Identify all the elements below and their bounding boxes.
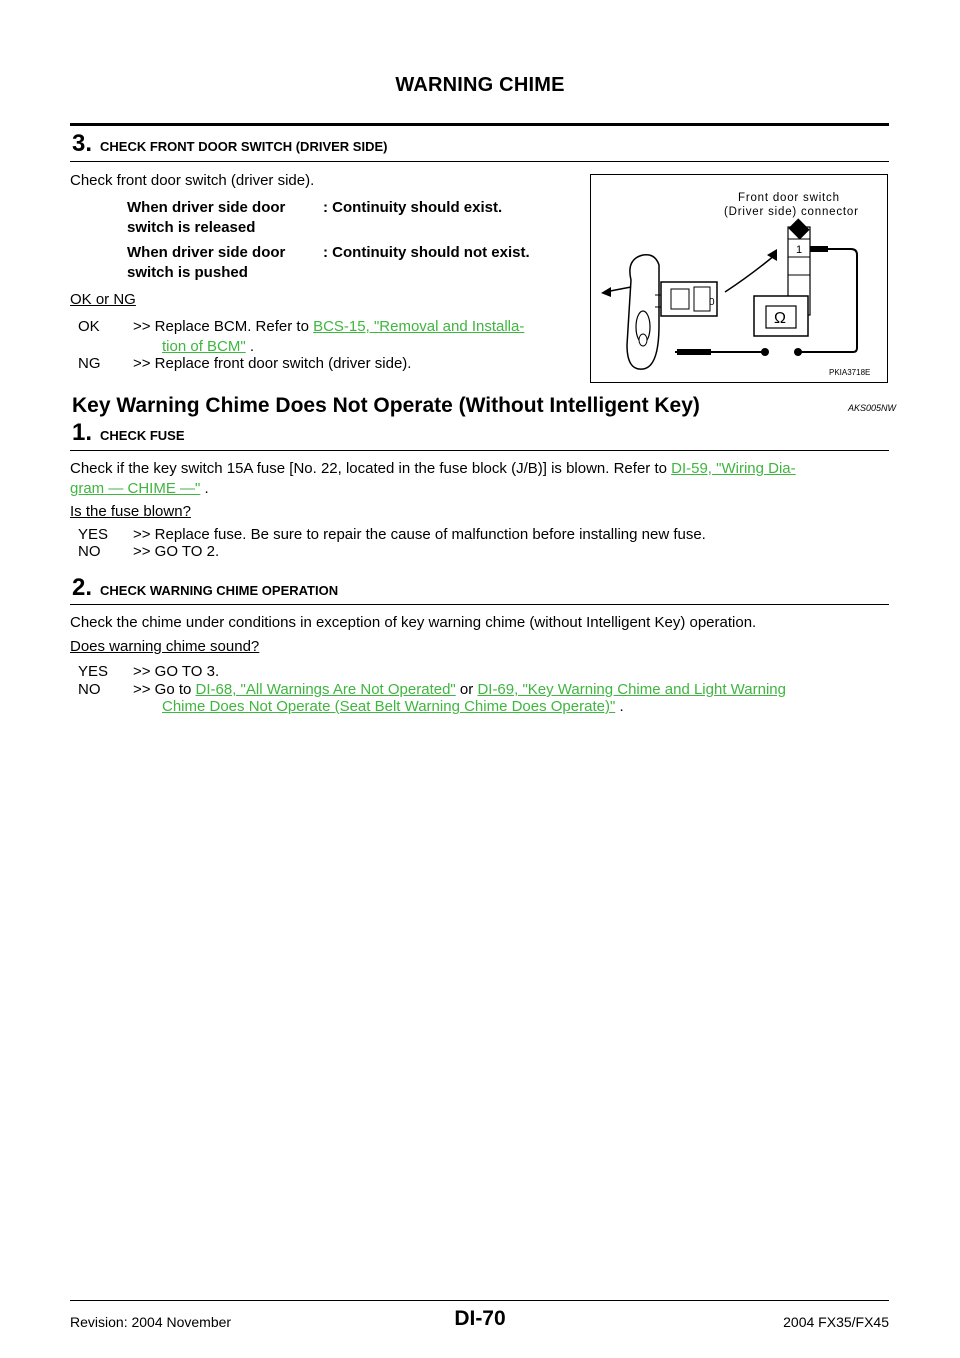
step-title: CHECK FRONT DOOR SWITCH (DRIVER SIDE) [100,139,388,154]
yes-key: YES [78,526,109,543]
pin-number: 1 [796,244,803,256]
figure-code: PKIA3718E [829,368,871,377]
di-68-link[interactable]: DI-68, "All Warnings Are Not Operated" [195,681,456,698]
page-number: DI-70 [454,1307,506,1330]
ok-text-cont: tion of BCM" . [162,338,255,355]
divider [70,450,889,451]
condition-pushed: When driver side door switch is pushed [127,244,286,281]
step-number: 2. [72,574,93,601]
footer-model: 2004 FX35/FX45 [783,1314,889,1330]
yes-text: >> GO TO 3. [133,663,220,680]
footer-revision: Revision: 2004 November [70,1314,232,1330]
probe-wire [810,249,857,352]
step-2-heading [72,574,338,602]
divider [70,161,889,162]
ng-text: >> Replace front door switch (driver side). [133,355,412,372]
no-key: NO [78,543,101,560]
condition-released: When driver side door switch is released [127,199,286,236]
bcs-15-link-cont[interactable]: tion of BCM" [162,338,246,355]
figure-label-line1: Front door switch [738,192,840,204]
step-title: CHECK WARNING CHIME OPERATION [100,583,339,598]
step-3-heading [72,130,387,158]
di-59-link-cont[interactable]: gram — CHIME —" [70,480,201,497]
step-number: 3. [72,130,93,157]
step-2-text: Check the chime under conditions in exception of key warning chime (without Intelligent Key) operation. [70,614,757,631]
yes-key: YES [78,663,109,680]
yes-text: >> Replace fuse. Be sure to repair the cause of malfunction before installing new fuse. [133,526,706,543]
svg-text:0: 0 [709,297,715,308]
no-text: >> GO TO 2. [133,543,220,560]
step-1-text: Check if the key switch 15A fuse [No. 22, located in the fuse block (J/B)] is blown. Refer to DI-59, "Wiring Dia- gram — CHIME —" . [70,460,796,497]
step-1-question: Is the fuse blown? [70,503,191,520]
no-text-cont: Chime Does Not Operate (Seat Belt Warning Chime Does Operate)" . [162,698,624,715]
section-title: Key Warning Chime Does Not Operate (Without Intelligent Key) [72,394,700,417]
ok-text: >> Replace BCM. Refer to BCS-15, "Removal and Installa- [133,318,525,335]
step-title: CHECK FUSE [100,428,185,443]
no-text: >> Go to DI-68, "All Warnings Are Not Operated" or DI-69, "Key Warning Chime and Light Warning [133,681,786,698]
door-switch-diagram [591,175,887,382]
door-switch-figure [590,174,888,383]
page-title: WARNING CHIME [395,74,565,96]
step-3-question: OK or NG [70,291,136,308]
di-69-link[interactable]: DI-69, "Key Warning Chime and Light Warning [477,681,786,698]
ohm-icon: Ω [774,310,786,327]
di-59-link[interactable]: DI-59, "Wiring Dia- [671,460,796,477]
step-1-heading [72,419,185,447]
ng-key: NG [78,355,101,372]
push-arrow-icon [601,287,611,297]
result-pushed: : Continuity should not exist. [323,244,530,261]
di-69-link-cont[interactable]: Chime Does Not Operate (Seat Belt Warning Chime Does Operate)" [162,698,616,715]
no-key: NO [78,681,101,698]
bcs-15-link[interactable]: BCS-15, "Removal and Installa- [313,318,525,335]
result-released: : Continuity should exist. [323,199,503,216]
divider [70,604,889,605]
footer-divider [70,1300,889,1301]
step-3-intro: Check front door switch (driver side). [70,172,315,189]
ok-key: OK [78,318,100,335]
step-2-question: Does warning chime sound? [70,638,260,655]
step-number: 1. [72,419,93,446]
figure-label-line2: (Driver side) connector [724,206,859,218]
divider [70,123,889,126]
section-code: AKS005NW [848,403,897,413]
